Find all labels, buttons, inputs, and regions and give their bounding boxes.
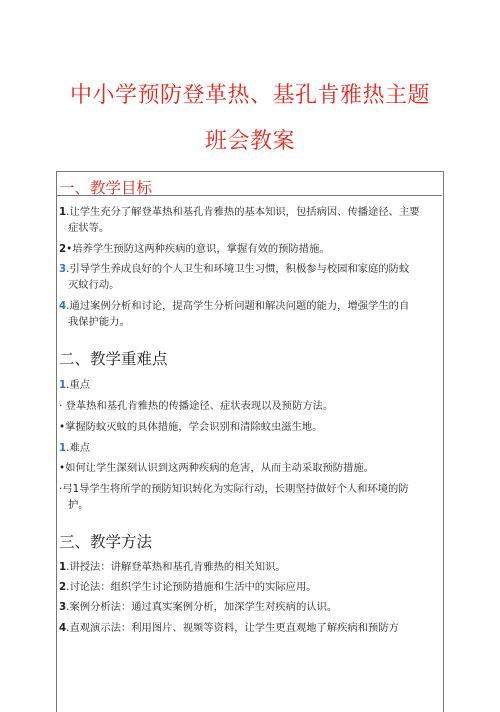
list-item [59,378,441,394]
list-item [59,482,441,513]
section-heading-key-points: 二、教学重难点 [59,350,168,368]
item-text-cont: 症状等。 [68,221,110,234]
item-text: •如何让学生深刻认识到这两种疾病的危害，从而主动采取预防措施。 [59,462,374,474]
item-text: ·弓1导学生将所学的预防知识转化为实际行动，长期坚持做好个人和环境的防 [59,483,409,495]
document-title-line1: 中小学预防登革热、基孔肯雅热主题 [69,83,430,108]
list-item [59,600,441,616]
section-heading-methods: 三、教学方法 [59,533,153,551]
item-text-cont: 我保护能力。 [68,315,130,328]
item-number: 1 [59,561,67,573]
section-divider [56,195,442,196]
list-item [59,205,441,236]
list-item [59,461,441,477]
item-text: .讲授法：讲解登革热和基孔肯雅热的相关知识。 [66,561,286,573]
item-text: .让学生充分了解登革热和基孔肯雅热的基本知识，包括病因、传播途径、主要 [66,206,420,218]
list-item [59,242,441,258]
list-item [59,580,441,596]
item-number: 1 [59,206,67,218]
item-text-cont: 护。 [68,498,89,511]
item-text-cont: 灭蚊行动。 [68,278,120,291]
item-text: .直观演示法：利用图片、视频等资料，让学生更直观地了解疾病和预防方 [66,622,399,634]
item-number: 3 [59,601,67,613]
item-number: 3 [59,263,67,275]
item-number: 2 [59,243,67,255]
item-number: 2 [59,581,67,593]
list-item [59,621,441,637]
list-item [59,399,441,415]
item-text: .难点 [66,442,91,454]
item-number: 1 [59,442,67,454]
document-title-line2: 班会教案 [204,129,295,154]
section-heading-objectives: 一、教学目标 [59,179,153,197]
item-text: · 登革热和基孔肯雅热的传播途径、症状表现以及预防方法。 [59,400,334,412]
item-text: .引导学生养成良好的个人卫生和环境卫生习惯，积极参与校园和家庭的防蚊 [66,263,410,275]
item-text: .重点 [66,379,91,391]
item-text: •培养学生预防这两种疾病的意识，掌握有效的预防措施。 [66,243,330,255]
list-item [59,420,441,436]
item-number: 1 [59,379,67,391]
item-text: .讨论法：组织学生讨论预防措施和生活中的实际应用。 [66,581,317,593]
list-item [59,262,441,293]
list-item [59,441,441,457]
item-text: .案例分析法：通过真实案例分析，加深学生对疾病的认识。 [66,601,338,613]
list-item [59,299,441,330]
item-number: 4 [59,622,67,634]
item-text: .通过案例分析和讨论，提高学生分析问题和解决问题的能力，增强学生的自 [66,300,410,312]
item-text: •掌握防蚊灭蚊的具体措施，学会识别和清除蚊虫滋生地。 [59,421,323,433]
item-number: 4 [59,300,67,312]
list-item [59,560,441,576]
